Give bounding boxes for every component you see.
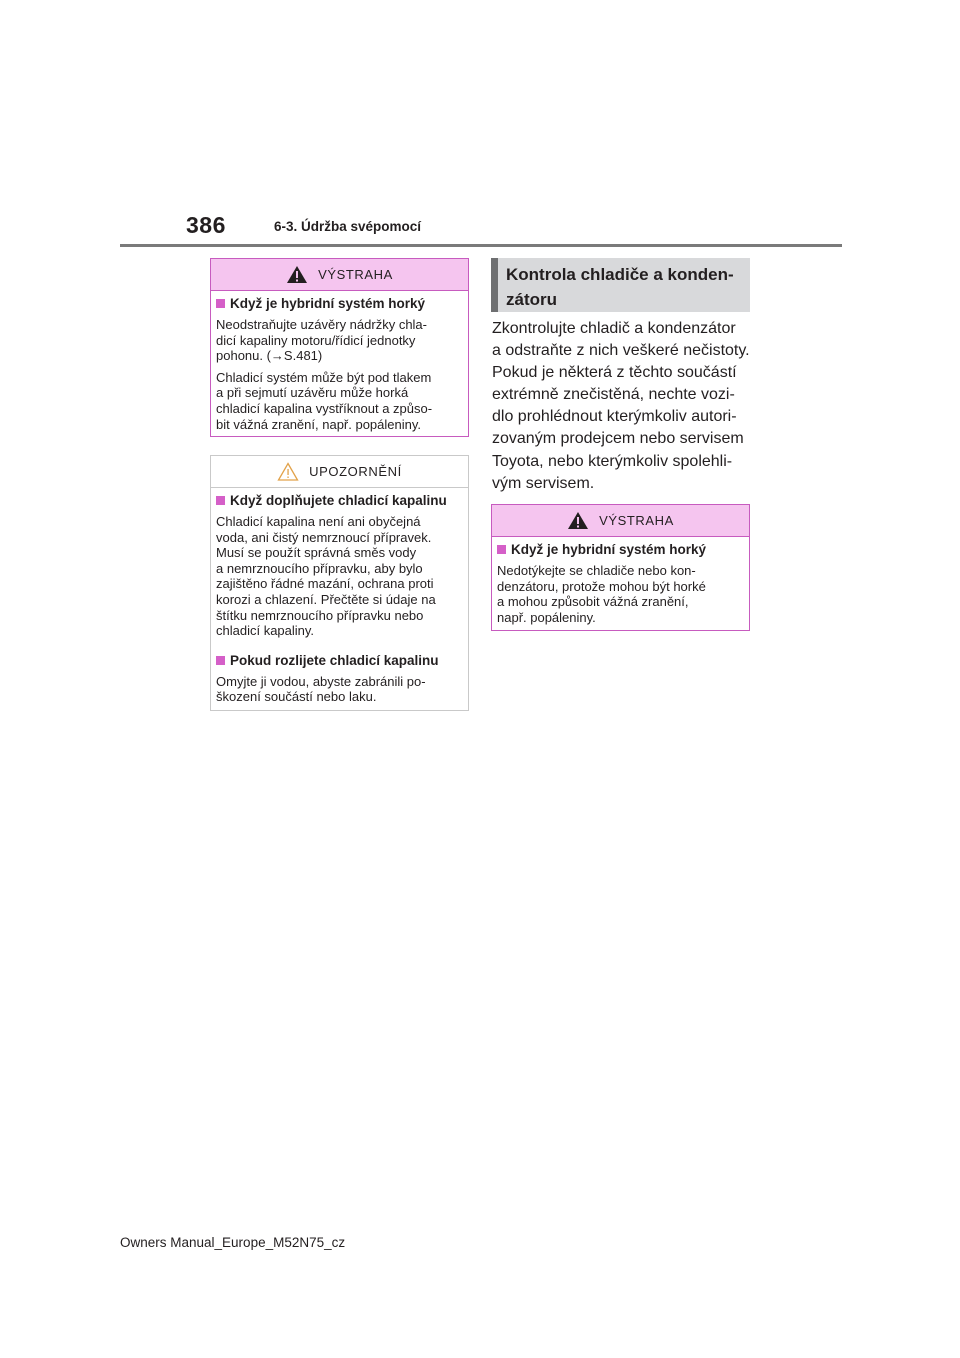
warning-box-header (211, 259, 468, 291)
bullet-square-icon (216, 656, 225, 665)
topic-heading: Kontrola chladiče a konden- zátoru (491, 258, 750, 312)
body-text: Zkontrolujte chladič a kondenzátor a odstraňte z nich veškeré nečistoty. Pokud je některá z těchto součástí extrémně znečistěná, nechte vozi- dlo prohlédnout kterýmkoliv autori- zovaným prodejcem nebo servisem Toyota, nebo kterýmkoliv spolehli- vým servisem. (492, 320, 750, 492)
bullet-square-icon (216, 299, 225, 308)
caution-box (210, 455, 469, 711)
warning-paragraph: Neodstraňujte uzávěry nádržky chla- dicí kapaliny motoru/řídicí jednotky pohonu. (→S.481) (216, 317, 427, 364)
warning-box (210, 258, 469, 437)
caution-heading: Když doplňujete chladicí kapalinu (216, 493, 462, 508)
footer-text: Owners Manual_Europe_M52N75_cz (120, 1235, 346, 1250)
warning-triangle-filled-icon (567, 511, 589, 530)
warning-paragraph: Nedotýkejte se chladiče nebo kon- denzátoru, protože mohou být horké a mohou způsobit vážná zranění, např. popáleniny. (497, 563, 706, 625)
page-number: 386 (186, 212, 226, 238)
caution-paragraph: Omyjte ji vodou, abyste zabránili po- škození součástí nebo laku. (216, 673, 426, 705)
warning-paragraph: Chladicí systém může být pod tlakem a při sejmutí uzávěru může horká chladicí kapalina vystříknout a způso- bit vážná zranění, např. popáleniny. (216, 369, 433, 432)
header-rule (120, 244, 842, 247)
bullet-square-icon (216, 496, 225, 505)
warning-title: VÝSTRAHA (318, 267, 393, 282)
section-title: 6-3. Údržba svépomocí (274, 219, 422, 234)
warning-heading: Když je hybridní systém horký (216, 296, 462, 311)
caution-box-header (211, 456, 468, 488)
caution-heading: Pokud rozlijete chladicí kapalinu (216, 653, 462, 668)
warning-box-header (492, 505, 749, 537)
caution-paragraph: Chladicí kapalina není ani obyčejná voda, ani čistý nemrznoucí přípravek. Musí se použít správná směs vody a nemrznoucího přípravku, aby bylo zajištěno řádné mazání, ochrana proti korozi a chlazení. Přečtěte si údaje na štítku nemrznoucího přípravku nebo chladicí kapaliny. (216, 514, 436, 639)
warning-heading: Když je hybridní systém horký (497, 542, 743, 557)
caution-triangle-outline-icon (277, 462, 299, 481)
bullet-square-icon (497, 545, 506, 554)
warning-triangle-filled-icon (286, 265, 308, 284)
caution-title: UPOZORNĚNÍ (309, 464, 402, 479)
warning-title: VÝSTRAHA (599, 513, 674, 528)
warning-box (491, 504, 750, 631)
